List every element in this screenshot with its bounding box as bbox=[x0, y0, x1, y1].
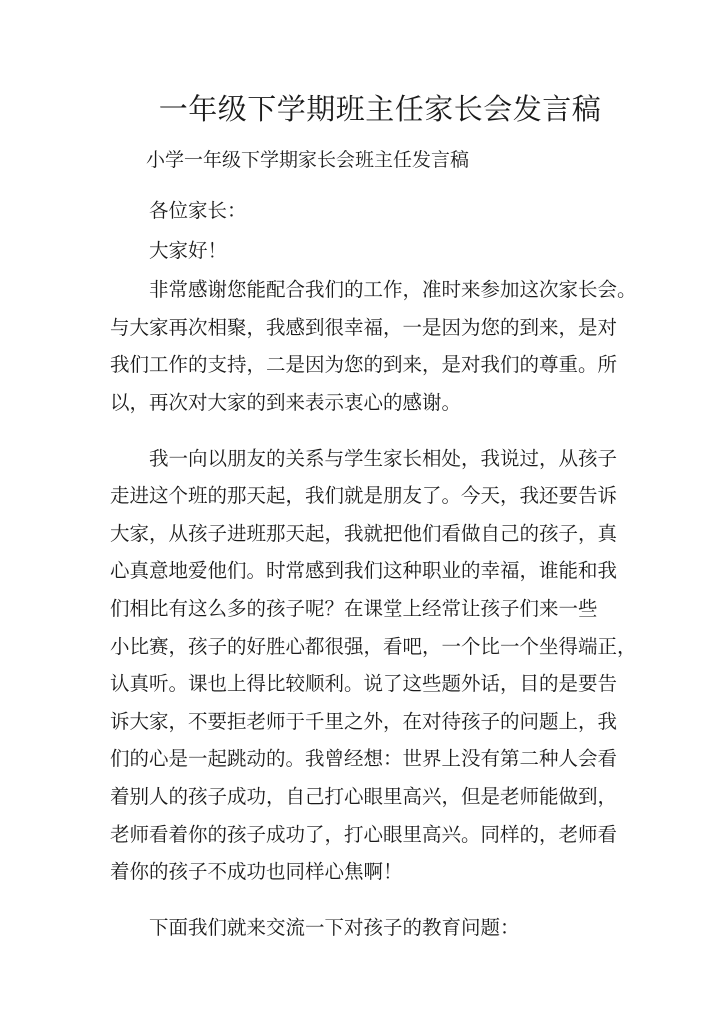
text-line: 老师看着你的孩子成功了，打心眼里高兴。同样的，老师看 bbox=[110, 822, 618, 846]
text-line: 们相比有这么多的孩子呢？在课堂上经常让孩子们来一些 bbox=[110, 596, 598, 620]
text-line: 非常感谢您能配合我们的工作，准时来参加这次家长会。 bbox=[149, 278, 637, 302]
text-line: 我一向以朋友的关系与学生家长相处，我说过，从孩子 bbox=[149, 446, 618, 470]
text-line: 我们工作的支持，二是因为您的到来，是对我们的尊重。所 bbox=[110, 353, 618, 377]
text-line: 大家，从孩子进班那天起，我就把他们看做自己的孩子，真 bbox=[110, 521, 618, 545]
text-line: 认真听。课也上得比较顺利。说了这些题外话，目的是要告 bbox=[110, 672, 618, 696]
text-line: 以，再次对大家的到来表示衷心的感谢。 bbox=[110, 390, 462, 414]
paragraph-thanks bbox=[110, 271, 640, 421]
greeting-paragraph bbox=[110, 232, 640, 270]
document-title: 一年级下学期班主任家长会发言稿 bbox=[158, 92, 602, 126]
paragraph-friendship bbox=[110, 440, 640, 891]
greeting-line: 大家好！ bbox=[149, 238, 228, 262]
salutation-line: 各位家长： bbox=[149, 199, 247, 222]
document-subtitle: 小学一年级下学期家长会班主任发言稿 bbox=[146, 149, 470, 171]
text-line: 走进这个班的那天起，我们就是朋友了。今天，我还要告诉 bbox=[110, 484, 618, 508]
text-line: 心真意地爱他们。时常感到我们这种职业的幸福，谁能和我 bbox=[110, 559, 618, 583]
document-body bbox=[110, 192, 640, 946]
text-line: 小比赛，孩子的好胜心都很强，看吧，一个比一个坐得端正， bbox=[110, 634, 637, 658]
salutation-paragraph bbox=[110, 192, 640, 230]
text-line: 着别人的孩子成功，自己打心眼里高兴，但是老师能做到， bbox=[110, 784, 618, 808]
text-line: 们的心是一起跳动的。我曾经想：世界上没有第二种人会看 bbox=[110, 747, 618, 771]
text-line: 着你的孩子不成功也同样心焦啊！ bbox=[110, 860, 403, 884]
text-line: 与大家再次相聚，我感到很幸福，一是因为您的到来，是对 bbox=[110, 315, 618, 339]
text-line: 诉大家，不要拒老师于千里之外，在对待孩子的问题上，我 bbox=[110, 709, 618, 733]
paragraph-education bbox=[110, 909, 640, 947]
text-line: 下面我们就来交流一下对孩子的教育问题： bbox=[149, 915, 520, 939]
